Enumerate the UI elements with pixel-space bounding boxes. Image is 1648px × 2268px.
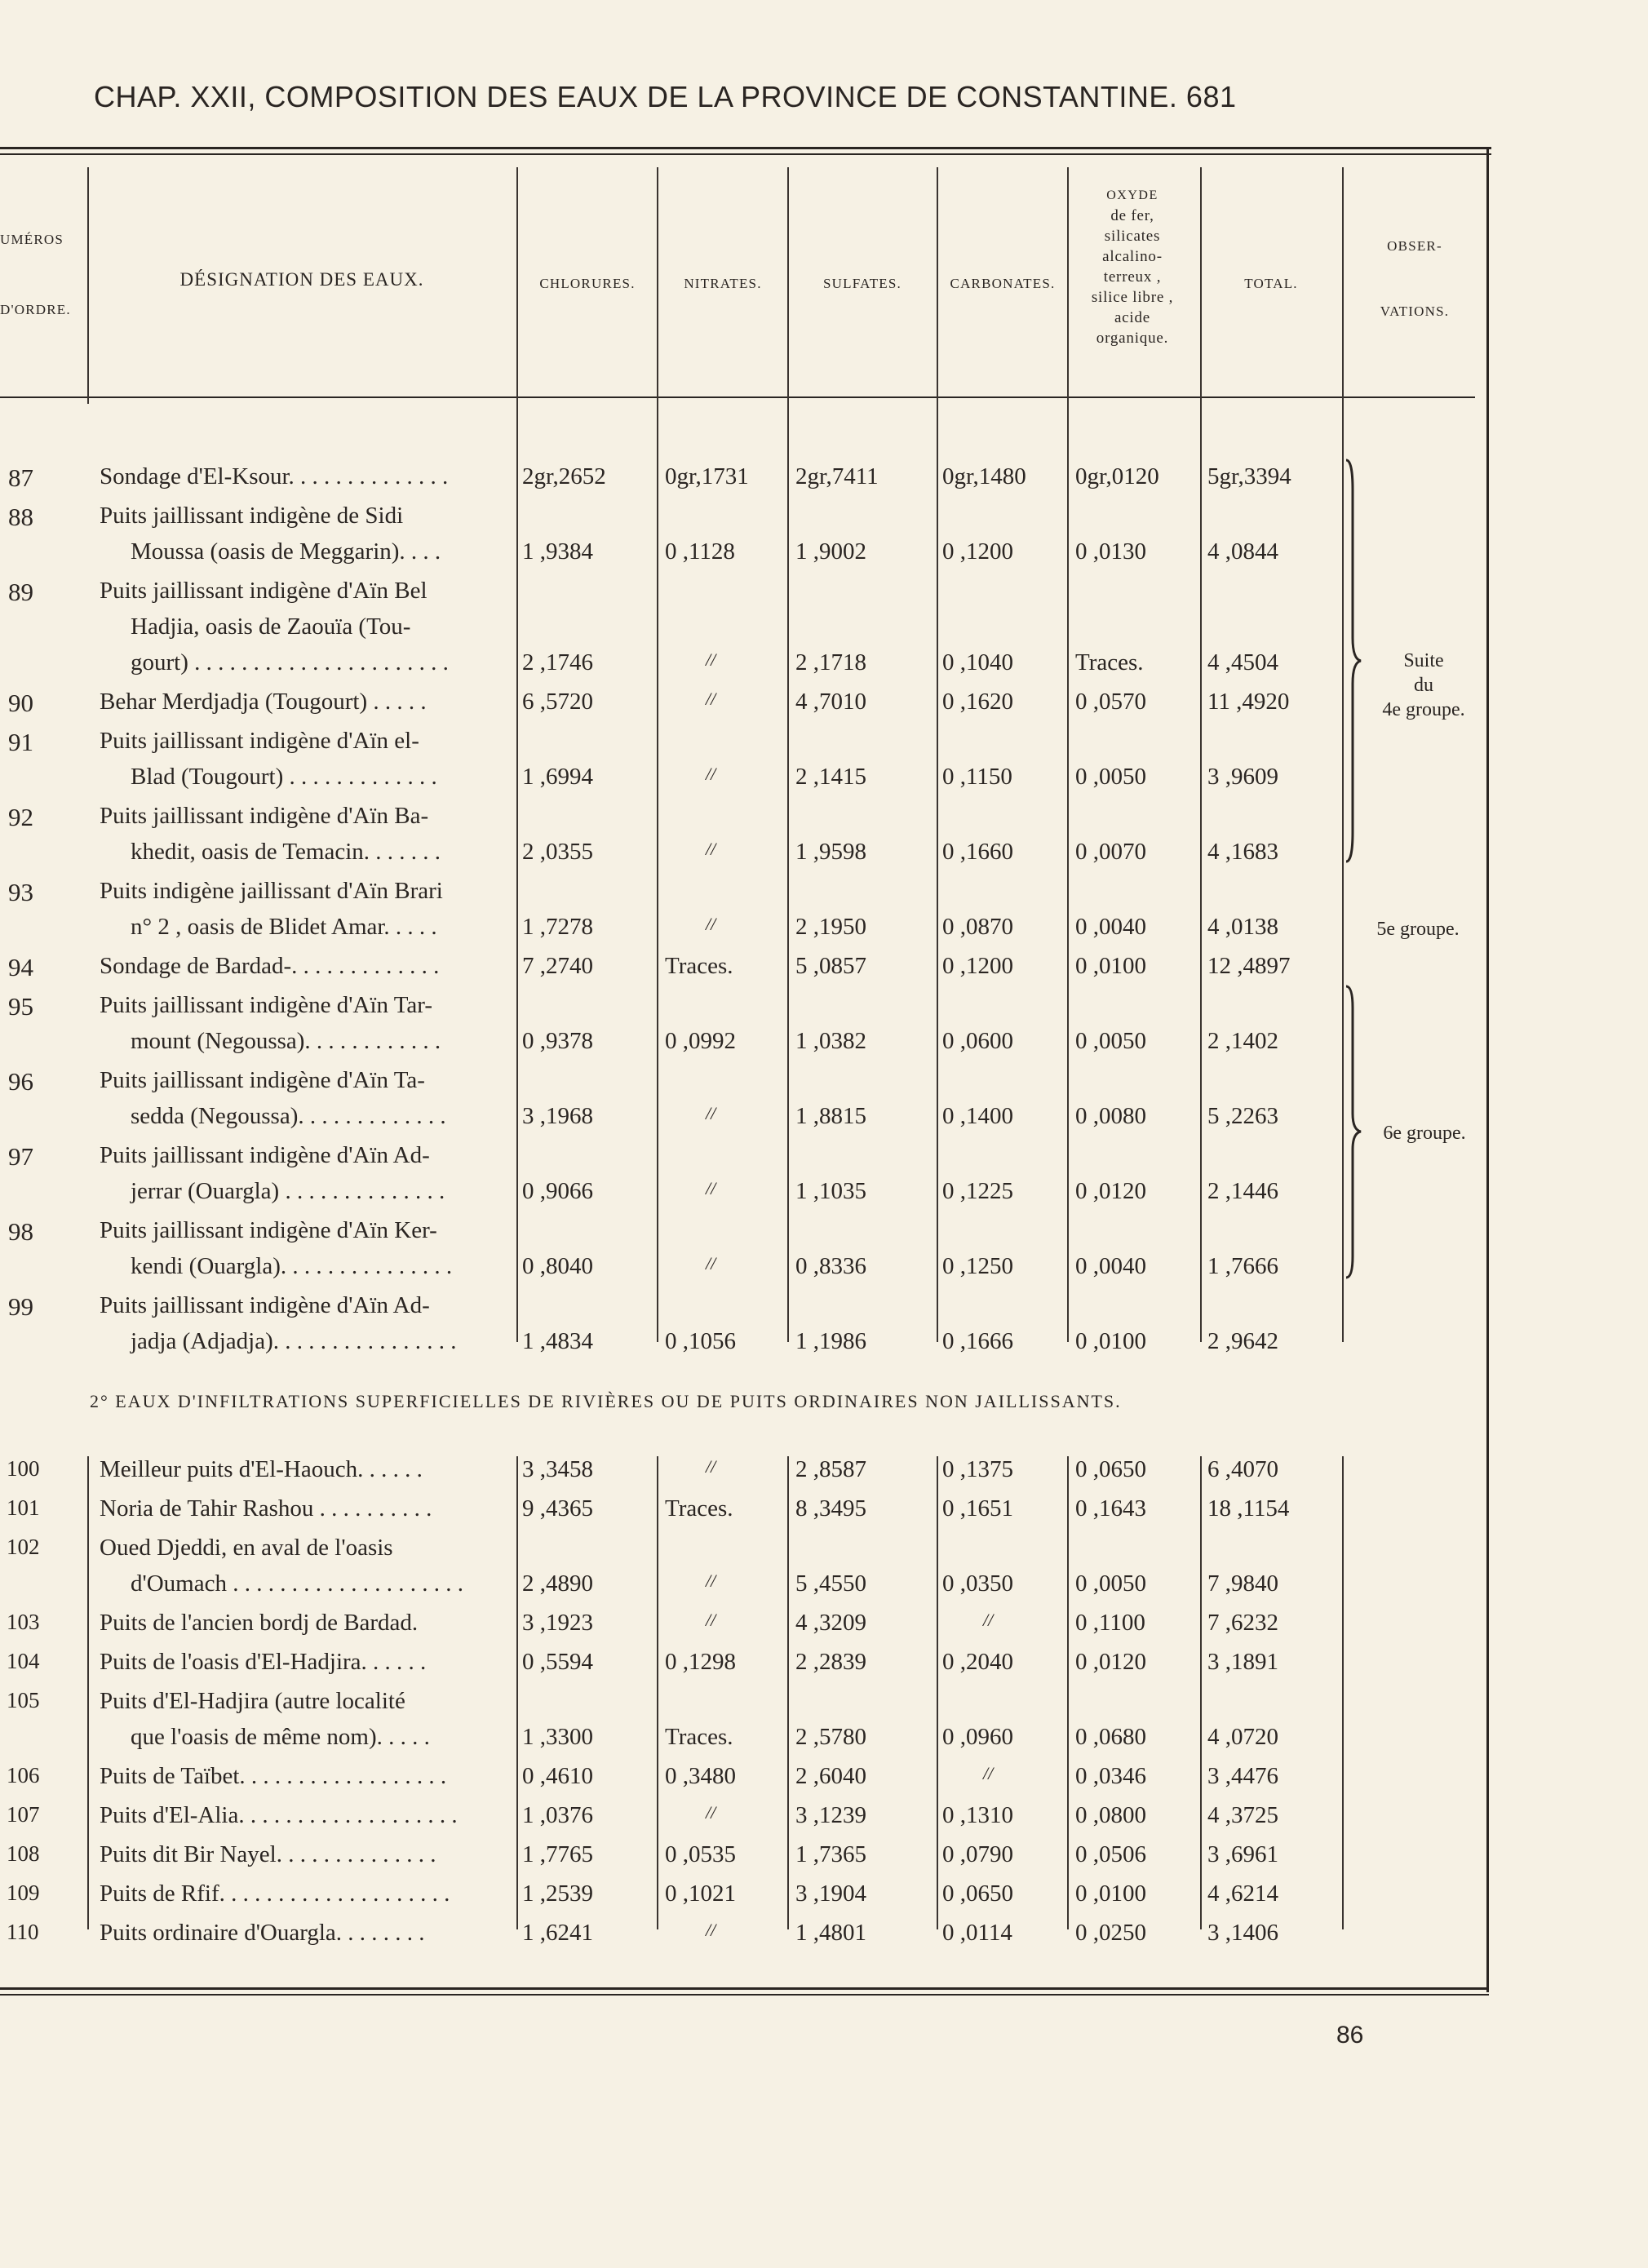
sulfates-cell: 5 ,4550 (795, 1570, 866, 1597)
header-chlorures: CHLORURES. (539, 276, 636, 291)
row-number: 98 (8, 1217, 33, 1246)
top-double-rule (0, 147, 1491, 149)
nitrates-cell: 0 ,3480 (665, 1763, 736, 1789)
oxyde-cell: 0 ,0100 (1075, 1880, 1146, 1907)
oxyde-cell: 0 ,0120 (1075, 1178, 1146, 1204)
row-number: 102 (7, 1535, 40, 1559)
header-designation: DÉSIGNATION DES EAUX. (179, 269, 424, 290)
water-designation: Moussa (oasis de Meggarin). . . . (131, 538, 441, 565)
sulfates-cell: 2 ,8587 (795, 1456, 866, 1482)
row-number: 96 (8, 1067, 33, 1096)
header-sulfates: SULFATES. (823, 276, 902, 291)
header-oxyde-line: silice libre , (1091, 289, 1174, 306)
oxyde-cell: 0 ,0120 (1075, 1649, 1146, 1675)
bottom-double-rule-thin (0, 1994, 1489, 1996)
water-designation: Puits jaillissant indigène d'Aïn Ad- (100, 1142, 430, 1168)
observation-group6: 6e groupe. (1383, 1123, 1466, 1144)
total-cell: 1 ,7666 (1207, 1253, 1278, 1279)
oxyde-cell: 0 ,0050 (1075, 1570, 1146, 1597)
chlorures-cell: 3 ,1968 (522, 1103, 593, 1129)
header-oxyde-line: acide (1114, 309, 1151, 326)
water-designation: Puits de l'oasis d'El-Hadjira. . . . . . (100, 1649, 427, 1675)
nitrates-cell: // (706, 1570, 716, 1591)
sulfates-cell: 3 ,1239 (795, 1802, 866, 1828)
water-designation: mount (Negoussa). . . . . . . . . . . . (131, 1028, 441, 1054)
oxyde-cell: 0 ,0100 (1075, 953, 1146, 979)
header-nitrates: NITRATES. (684, 276, 762, 291)
row-number: 88 (8, 503, 33, 531)
water-designation: Meilleur puits d'El-Haouch. . . . . . (100, 1456, 423, 1482)
nitrates-cell: Traces. (665, 953, 733, 979)
row-number: 100 (7, 1456, 40, 1481)
oxyde-cell: 0gr,0120 (1075, 463, 1159, 489)
total-cell: 6 ,4070 (1207, 1456, 1278, 1482)
carbonates-cell: 0 ,1310 (942, 1802, 1013, 1828)
oxyde-cell: 0 ,0080 (1075, 1103, 1146, 1129)
total-cell: 12 ,4897 (1207, 953, 1291, 979)
water-designation: d'Oumach . . . . . . . . . . . . . . . . . . . . (131, 1570, 463, 1597)
chlorures-cell: 1 ,0376 (522, 1802, 593, 1828)
row-number: 87 (8, 463, 33, 492)
chlorures-cell: 2gr,2652 (522, 463, 606, 489)
chlorures-cell: 1 ,6241 (522, 1920, 593, 1946)
header-observations-2: VATIONS. (1380, 303, 1450, 319)
nitrates-cell: // (706, 764, 716, 784)
carbonates-cell: 0 ,0650 (942, 1880, 1013, 1907)
chlorures-cell: 0 ,9378 (522, 1028, 593, 1054)
observation-group4-line: du (1414, 675, 1433, 696)
water-designation: Puits dit Bir Nayel. . . . . . . . . . . . . . (100, 1841, 436, 1867)
col-rule-5 (937, 167, 938, 1342)
carbonates-cell: 0 ,1040 (942, 649, 1013, 676)
header-oxyde-line: silicates (1104, 228, 1161, 245)
chlorures-cell: 2 ,1746 (522, 649, 593, 676)
total-cell: 4 ,0844 (1207, 538, 1278, 565)
total-cell: 4 ,3725 (1207, 1802, 1278, 1828)
water-designation: Oued Djeddi, en aval de l'oasis (100, 1535, 393, 1561)
chlorures-cell: 0 ,8040 (522, 1253, 593, 1279)
water-designation: Puits d'El-Hadjira (autre localité (100, 1688, 405, 1714)
carbonates-cell: 0 ,0114 (942, 1920, 1012, 1946)
row-number: 93 (8, 878, 33, 906)
nitrates-cell: // (706, 1178, 716, 1198)
nitrates-cell: // (706, 839, 716, 859)
sulfates-cell: 2 ,1415 (795, 764, 866, 790)
sulfates-cell: 8 ,3495 (795, 1495, 866, 1522)
water-designation: Puits indigène jaillissant d'Aïn Brari (100, 878, 443, 904)
sulfates-cell: 4 ,7010 (795, 689, 866, 715)
total-cell: 4 ,0138 (1207, 914, 1278, 940)
total-cell: 2 ,1402 (1207, 1028, 1278, 1054)
row-number: 101 (7, 1495, 40, 1520)
nitrates-cell: // (706, 1920, 716, 1940)
nitrates-cell: Traces. (665, 1495, 733, 1522)
carbonates-cell: 0 ,0350 (942, 1570, 1013, 1597)
sulfates-cell: 3 ,1904 (795, 1880, 866, 1907)
nitrates-cell: 0 ,0992 (665, 1028, 736, 1054)
water-designation: sedda (Negoussa). . . . . . . . . . . . . (131, 1103, 446, 1129)
chlorures-cell: 3 ,1923 (522, 1610, 593, 1636)
observation-group4 (1362, 649, 1485, 722)
chlorures-cell: 1 ,9384 (522, 538, 593, 565)
water-designation: Puits jaillissant indigène d'Aïn Ba- (100, 803, 429, 829)
col-rule-s2-4 (787, 1456, 789, 1929)
total-cell: 2 ,9642 (1207, 1328, 1278, 1354)
sulfates-cell: 1 ,7365 (795, 1841, 866, 1867)
observation-group4-line: Suite (1403, 650, 1444, 671)
nitrates-cell: Traces. (665, 1724, 733, 1750)
total-cell: 5 ,2263 (1207, 1103, 1278, 1129)
oxyde-cell: 0 ,0680 (1075, 1724, 1146, 1750)
total-cell: 3 ,9609 (1207, 764, 1278, 790)
chlorures-cell: 1 ,6994 (522, 764, 593, 790)
col-rule-1 (87, 167, 89, 404)
nitrates-cell: 0 ,1128 (665, 538, 735, 565)
col-rule-2 (516, 167, 518, 1342)
carbonates-cell: // (983, 1763, 994, 1783)
water-designation: kendi (Ouargla). . . . . . . . . . . . . . . (131, 1253, 453, 1279)
section2-title: 2° EAUX D'INFILTRATIONS SUPERFICIELLES DE RIVIÈRES OU DE PUITS ORDINAIRES NON JAILLISSANTS. (90, 1391, 1122, 1411)
sulfates-cell: 2 ,5780 (795, 1724, 866, 1750)
water-designation: Puits jaillissant indigène d'Aïn Bel (100, 578, 428, 604)
water-designation: Hadjia, oasis de Zaouïa (Tou- (131, 614, 411, 640)
header-oxyde-line: alcalino- (1102, 248, 1163, 265)
carbonates-cell: 0 ,1666 (942, 1328, 1013, 1354)
nitrates-cell: // (706, 1253, 716, 1274)
col-rule-4 (787, 167, 789, 1342)
sulfates-cell: 2gr,7411 (795, 463, 879, 489)
total-cell: 7 ,6232 (1207, 1610, 1278, 1636)
col-rule-3 (657, 167, 658, 1342)
chlorures-cell: 1 ,3300 (522, 1724, 593, 1750)
chlorures-cell: 0 ,5594 (522, 1649, 593, 1675)
nitrates-cell: // (706, 689, 716, 709)
oxyde-cell: 0 ,0100 (1075, 1328, 1146, 1354)
nitrates-cell: 0 ,1298 (665, 1649, 736, 1675)
row-number: 89 (8, 578, 33, 606)
col-rule-s2-1 (87, 1456, 89, 1929)
carbonates-cell: 0 ,1620 (942, 689, 1013, 715)
oxyde-cell: 0 ,0346 (1075, 1763, 1146, 1789)
water-designation: Puits jaillissant indigène d'Aïn Ker- (100, 1217, 437, 1243)
chlorures-cell: 3 ,3458 (522, 1456, 593, 1482)
running-head: CHAP. XXII, COMPOSITION DES EAUX DE LA PROVINCE DE CONSTANTINE. 681 (94, 80, 1237, 113)
col-rule-s2-3 (657, 1456, 658, 1929)
row-number: 107 (7, 1802, 40, 1827)
sulfates-cell: 2 ,1950 (795, 914, 866, 940)
header-observations-1: OBSER- (1387, 238, 1442, 254)
carbonates-cell: 0 ,1250 (942, 1253, 1013, 1279)
oxyde-cell: 0 ,0570 (1075, 689, 1146, 715)
col-rule-s2-8 (1342, 1456, 1344, 1929)
total-cell: 4 ,6214 (1207, 1880, 1278, 1907)
header-underline (0, 396, 1475, 398)
total-cell: 4 ,0720 (1207, 1724, 1278, 1750)
oxyde-cell: 0 ,0506 (1075, 1841, 1146, 1867)
top-double-rule-thin (0, 153, 1491, 155)
carbonates-cell: 0 ,0600 (942, 1028, 1013, 1054)
total-cell: 2 ,1446 (1207, 1178, 1278, 1204)
observation-group5: 5e groupe. (1376, 919, 1460, 940)
right-frame-rule (1486, 147, 1489, 1992)
carbonates-cell: 0 ,0960 (942, 1724, 1013, 1750)
carbonates-cell: // (983, 1610, 994, 1630)
sulfates-cell: 1 ,0382 (795, 1028, 866, 1054)
nitrates-cell: // (706, 1802, 716, 1823)
nitrates-cell: 0gr,1731 (665, 463, 749, 489)
header-oxyde-line: organique. (1096, 330, 1169, 347)
bottom-double-rule (0, 1987, 1489, 1990)
row-number: 94 (8, 953, 33, 981)
oxyde-cell: 0 ,0050 (1075, 1028, 1146, 1054)
nitrates-cell: // (706, 914, 716, 934)
col-rule-7 (1200, 167, 1202, 1342)
nitrates-cell: // (706, 649, 716, 670)
oxyde-cell: 0 ,1643 (1075, 1495, 1146, 1522)
water-designation: Puits de Rfif. . . . . . . . . . . . . . . . . . . . (100, 1880, 450, 1907)
nitrates-cell: // (706, 1456, 716, 1477)
oxyde-cell: 0 ,0800 (1075, 1802, 1146, 1828)
chlorures-cell: 1 ,7765 (522, 1841, 593, 1867)
carbonates-cell: 0 ,1375 (942, 1456, 1013, 1482)
carbonates-cell: 0 ,1200 (942, 953, 1013, 979)
row-number: 97 (8, 1142, 33, 1171)
water-designation: Puits jaillissant indigène d'Aïn Ad- (100, 1292, 430, 1318)
water-designation: n° 2 , oasis de Blidet Amar. . . . . (131, 914, 437, 940)
total-cell: 3 ,4476 (1207, 1763, 1278, 1789)
col-rule-s2-7 (1200, 1456, 1202, 1929)
oxyde-cell: 0 ,0130 (1075, 538, 1146, 565)
water-designation: khedit, oasis de Temacin. . . . . . . (131, 839, 441, 865)
total-cell: 4 ,4504 (1207, 649, 1278, 676)
total-cell: 11 ,4920 (1207, 689, 1290, 715)
row-number: 91 (8, 728, 33, 756)
col-rule-s2-2 (516, 1456, 518, 1929)
water-designation: Puits ordinaire d'Ouargla. . . . . . . . (100, 1920, 425, 1946)
oxyde-cell: 0 ,1100 (1075, 1610, 1145, 1636)
nitrates-cell: 0 ,1056 (665, 1328, 736, 1354)
chlorures-cell: 9 ,4365 (522, 1495, 593, 1522)
row-number: 104 (7, 1649, 40, 1673)
sulfates-cell: 5 ,0857 (795, 953, 866, 979)
sulfates-cell: 4 ,3209 (795, 1610, 866, 1636)
carbonates-cell: 0 ,2040 (942, 1649, 1013, 1675)
chlorures-cell: 2 ,4890 (522, 1570, 593, 1597)
header-oxyde-line: OXYDE (1106, 188, 1158, 202)
col-rule-s2-5 (937, 1456, 938, 1929)
header-total: TOTAL. (1244, 276, 1298, 291)
row-number: 110 (7, 1920, 39, 1944)
total-cell: 3 ,1891 (1207, 1649, 1278, 1675)
row-number: 103 (7, 1610, 40, 1634)
row-number: 108 (7, 1841, 40, 1866)
oxyde-cell: Traces. (1075, 649, 1144, 676)
water-designation: que l'oasis de même nom). . . . . (131, 1724, 430, 1750)
chlorures-cell: 6 ,5720 (522, 689, 593, 715)
water-designation: Noria de Tahir Rashou . . . . . . . . . . (100, 1495, 432, 1522)
oxyde-cell: 0 ,0040 (1075, 1253, 1146, 1279)
header-oxyde-line: de fer, (1110, 207, 1154, 224)
observation-group4-line: 4e groupe. (1382, 699, 1465, 720)
chlorures-cell: 1 ,7278 (522, 914, 593, 940)
chlorures-cell: 0 ,4610 (522, 1763, 593, 1789)
carbonates-cell: 0 ,1200 (942, 538, 1013, 565)
water-designation: Puits jaillissant indigène d'Aïn el- (100, 728, 419, 754)
water-designation: gourt) . . . . . . . . . . . . . . . . . . . . . . (131, 649, 449, 676)
total-cell: 4 ,1683 (1207, 839, 1278, 865)
total-cell: 18 ,1154 (1207, 1495, 1290, 1522)
oxyde-cell: 0 ,0050 (1075, 764, 1146, 790)
carbonates-cell: 0 ,1150 (942, 764, 1012, 790)
page-number: 86 (1336, 2022, 1364, 2049)
water-designation: Puits de Taïbet. . . . . . . . . . . . . . . . . . (100, 1763, 447, 1789)
total-cell: 3 ,6961 (1207, 1841, 1278, 1867)
nitrates-cell: // (706, 1610, 716, 1630)
sulfates-cell: 2 ,2839 (795, 1649, 866, 1675)
total-cell: 7 ,9840 (1207, 1570, 1278, 1597)
chlorures-cell: 0 ,9066 (522, 1178, 593, 1204)
water-designation: Behar Merdjadja (Tougourt) . . . . . (100, 689, 427, 715)
oxyde-cell: 0 ,0070 (1075, 839, 1146, 865)
carbonates-cell: 0 ,1660 (942, 839, 1013, 865)
total-cell: 5gr,3394 (1207, 463, 1291, 489)
sulfates-cell: 1 ,1035 (795, 1178, 866, 1204)
carbonates-cell: 0 ,0790 (942, 1841, 1013, 1867)
sulfates-cell: 2 ,1718 (795, 649, 866, 676)
carbonates-cell: 0 ,1400 (942, 1103, 1013, 1129)
water-designation: Blad (Tougourt) . . . . . . . . . . . . . (131, 764, 437, 790)
header-ordre: D'ORDRE. (0, 302, 71, 317)
oxyde-cell: 0 ,0250 (1075, 1920, 1146, 1946)
chlorures-cell: 1 ,4834 (522, 1328, 593, 1354)
water-designation: Puits d'El-Alia. . . . . . . . . . . . . . . . . . . (100, 1802, 458, 1828)
sulfates-cell: 1 ,4801 (795, 1920, 866, 1946)
water-designation: Sondage d'El-Ksour. . . . . . . . . . . . . . (100, 463, 449, 489)
nitrates-cell: // (706, 1103, 716, 1123)
water-designation: jadja (Adjadja). . . . . . . . . . . . . . . . (131, 1328, 457, 1354)
carbonates-cell: 0 ,0870 (942, 914, 1013, 940)
header-numeros: UMÉROS (0, 232, 64, 247)
water-designation: jerrar (Ouargla) . . . . . . . . . . . . . . (131, 1178, 445, 1204)
chlorures-cell: 1 ,2539 (522, 1880, 593, 1907)
oxyde-cell: 0 ,0040 (1075, 914, 1146, 940)
nitrates-cell: 0 ,0535 (665, 1841, 736, 1867)
sulfates-cell: 1 ,8815 (795, 1103, 866, 1129)
sulfates-cell: 0 ,8336 (795, 1253, 866, 1279)
brace-group6-path (1346, 986, 1361, 1278)
water-designation: Puits jaillissant indigène de Sidi (100, 503, 404, 529)
sulfates-cell: 2 ,6040 (795, 1763, 866, 1789)
header-oxyde-line: terreux , (1103, 268, 1162, 286)
carbonates-cell: 0 ,1225 (942, 1178, 1013, 1204)
carbonates-cell: 0gr,1480 (942, 463, 1026, 489)
row-number: 109 (7, 1880, 40, 1905)
sulfates-cell: 1 ,1986 (795, 1328, 866, 1354)
water-designation: Puits jaillissant indigène d'Aïn Ta- (100, 1067, 425, 1093)
header-carbonates: CARBONATES. (950, 276, 1056, 291)
chlorures-cell: 2 ,0355 (522, 839, 593, 865)
brace-group4-path (1346, 460, 1361, 862)
row-number: 105 (7, 1688, 40, 1712)
water-designation: Puits de l'ancien bordj de Bardad. (100, 1610, 419, 1636)
row-number: 95 (8, 992, 33, 1021)
row-number: 99 (8, 1292, 33, 1321)
row-number: 90 (8, 689, 33, 717)
oxyde-cell: 0 ,0650 (1075, 1456, 1146, 1482)
water-designation: Sondage de Bardad-. . . . . . . . . . . . . (100, 953, 440, 979)
chlorures-cell: 7 ,2740 (522, 953, 593, 979)
carbonates-cell: 0 ,1651 (942, 1495, 1013, 1522)
header-oxyde (1067, 185, 1198, 348)
col-rule-s2-6 (1067, 1456, 1069, 1929)
row-number: 92 (8, 803, 33, 831)
water-designation: Puits jaillissant indigène d'Aïn Tar- (100, 992, 433, 1018)
total-cell: 3 ,1406 (1207, 1920, 1278, 1946)
row-number: 106 (7, 1763, 40, 1787)
nitrates-cell: 0 ,1021 (665, 1880, 736, 1907)
sulfates-cell: 1 ,9002 (795, 538, 866, 565)
sulfates-cell: 1 ,9598 (795, 839, 866, 865)
